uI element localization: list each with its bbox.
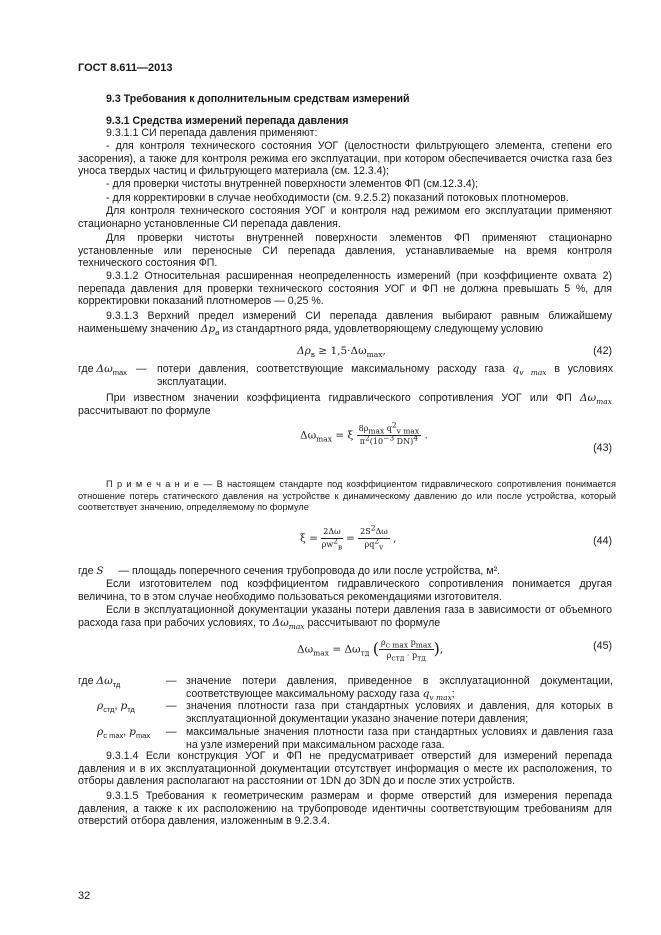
equation-number-43: (43) [593,442,612,454]
section-title: 9.3 Требования к дополнительным средствам измерений [106,93,410,105]
paragraph-9-3-1-3: 9.3.1.3 Верхний предел измерений СИ перепада давления выбирают равным ближайшему наименьшему значению $\Delta p_в$ из стандартного ряда, удовлетворяющему следующему условию [78,310,612,337]
definition-area: где S — площадь поперечного сечения трубопровода до или после устройства, м². [78,565,501,577]
note-block: П р и м е ч а н и е — В настоящем стандарте под коэффициентом гидравлического сопротивления понимается отношение потерь статического давления на устройстве к динамическому давлению до или после устройства, который соответствует значению, определяемому по формуле [78,479,616,513]
definition-dash: — [136,363,147,375]
definition-delta-omega: где $\Delta\omega_{max}$ [78,363,127,378]
definition-dash-2: — [166,675,177,687]
paragraph-item-2: - для проверки чистоты внутренней поверхности элементов ФП (см.12.3.4); [106,178,479,190]
equation-number-44: (44) [593,535,612,547]
definition-rho-max: $\rho_{c max}$, $p_{max}$ [97,726,151,741]
paragraph-documentation: Если в эксплуатационной документации указаны потери давления газа в зависимости от объемного расхода газа при рабочих условиях, то $\Delta\omega_{max}$ рассчитывают по формуле [78,604,612,631]
paragraph-9-3-1-2: 9.3.1.2 Относительная расширенная неопределенность измерений (при коэффициенте охвата 2) перепада давления для проверки технического состояния УОГ и ФП не должна превышать 5 %, для корректировки показаний плотномеров — 0,25 %. [78,270,612,308]
paragraph-9-3-1-4: 9.3.1.4 Если конструкция УОГ и ФП не предусматривает отверстий для измерений перепада давления и в их эксплуатационной документации отсутствует информация о месте их расположения, то отборы давления располагают на расстоянии от 1DN до 3DN до и после этих устройств. [78,750,612,788]
formula-43: $\Delta\omega_{max} = \xi$ $\frac{8\rho_{max} q^2_{v max}}{\pi^2(10^{-3} DN)^4}$ . [300,420,428,446]
definition-delta-omega-td: где $\Delta\omega_{тд}$ [78,675,121,690]
formula-43-fraction: $\frac{8\rho_{max} q^2_{v max}}{\pi^2(10^{-3} DN)^4}$ [358,420,420,446]
paragraph-item-1: - для контроля технического состояния УОГ (целостности фильтрующего элемента, степени его засорения), а также для контроля режима его эксплуатации, при котором обеспечивается очистка газа без уноса твердых частиц и фильтрующего материала (см. 12.3.4); [78,140,612,178]
page-number: 32 [78,890,91,902]
definition-dash-3: — [166,700,177,712]
paragraph-cleanliness: Для проверки чистоты внутренней поверхности элементов ФП применяют стационарно установленные или переносные СИ перепада давления, устанавливаемые на время контроля технического состояния ФП. [78,232,612,270]
formula-45: $\Delta\omega_{max} = \Delta\omega_{тд}$ ( $\frac{\rho_{c max} p_{max}}{\rho_{cтд} \cdot p_{тд}}$ ), [297,638,444,663]
paragraph-known-coefficient: При известном значении коэффициента гидравлического сопротивления УОГ или ФП $\Delta\omega_{max}$ рассчитывают по формуле [78,392,612,417]
equation-number-42: (42) [593,345,612,357]
equation-number-45: (45) [593,640,612,652]
paragraph-item-3: - для корректировки в случае необходимости (см. 9.2.5.2) показаний потоковых плотномеров. [106,192,569,204]
definition-delta-omega-text: потери давления, соответствующие максимальному расходу газа $q_{v max}$ в условиях эксплуатации. [157,363,613,388]
document-header: ГОСТ 8.611—2013 [78,62,173,74]
formula-42: $\Delta\rho_в \ge 1,5\cdot\Delta\omega_{max}$, [297,345,386,360]
paragraph-manufacturer: Если изготовителем под коэффициентом гидравлического сопротивления понимается другая величина, то в этом случае необходимо пользоваться рекомендациями изготовителя. [78,578,612,603]
paragraph-control: Для контроля технического состояния УОГ и контроля над режимом его эксплуатации применяют стационарно установленные СИ перепада давления. [78,205,612,230]
definition-rho-max-text: максимальные значения плотности газа при стандартных условиях и давления газа на узле измерений при максимальном расходе газа. [186,726,613,751]
paragraph-9-3-1-5: 9.3.1.5 Требования к геометрическим размерам и форме отверстий для измерения перепада давления, а также к их расположению на трубопроводе идентичны соответствующим требованиям для отверстий отбора давления, изложенным в 9.2.3.4. [78,790,612,828]
subsection-title: 9.3.1 Средства измерений перепада давления [106,115,349,127]
paragraph-9-3-1-1: 9.3.1.1 СИ перепада давления применяют: [106,127,318,139]
definition-rho-td-text: значения плотности газа при стандартных условиях и давления, для которых в эксплуатационной документации указано значение потери давления; [186,700,613,725]
definition-delta-omega-td-text: значение потери давления, приведенное в эксплуатационной документации, соответствующее максимальному расходу газа $q_{v max}$; [186,675,613,702]
note-label: П р и м е ч а н и е [106,479,199,489]
formula-44: ξ = $\frac{2\Delta\omega}{\rho w^2_в}$ = $\frac{2S^2\Delta\omega}{\rho q^2_v}$ , [300,523,397,552]
definition-dash-4: — [166,726,177,738]
definition-rho-td: $\rho_{cтд}$, $p_{тд}$ [97,700,135,715]
